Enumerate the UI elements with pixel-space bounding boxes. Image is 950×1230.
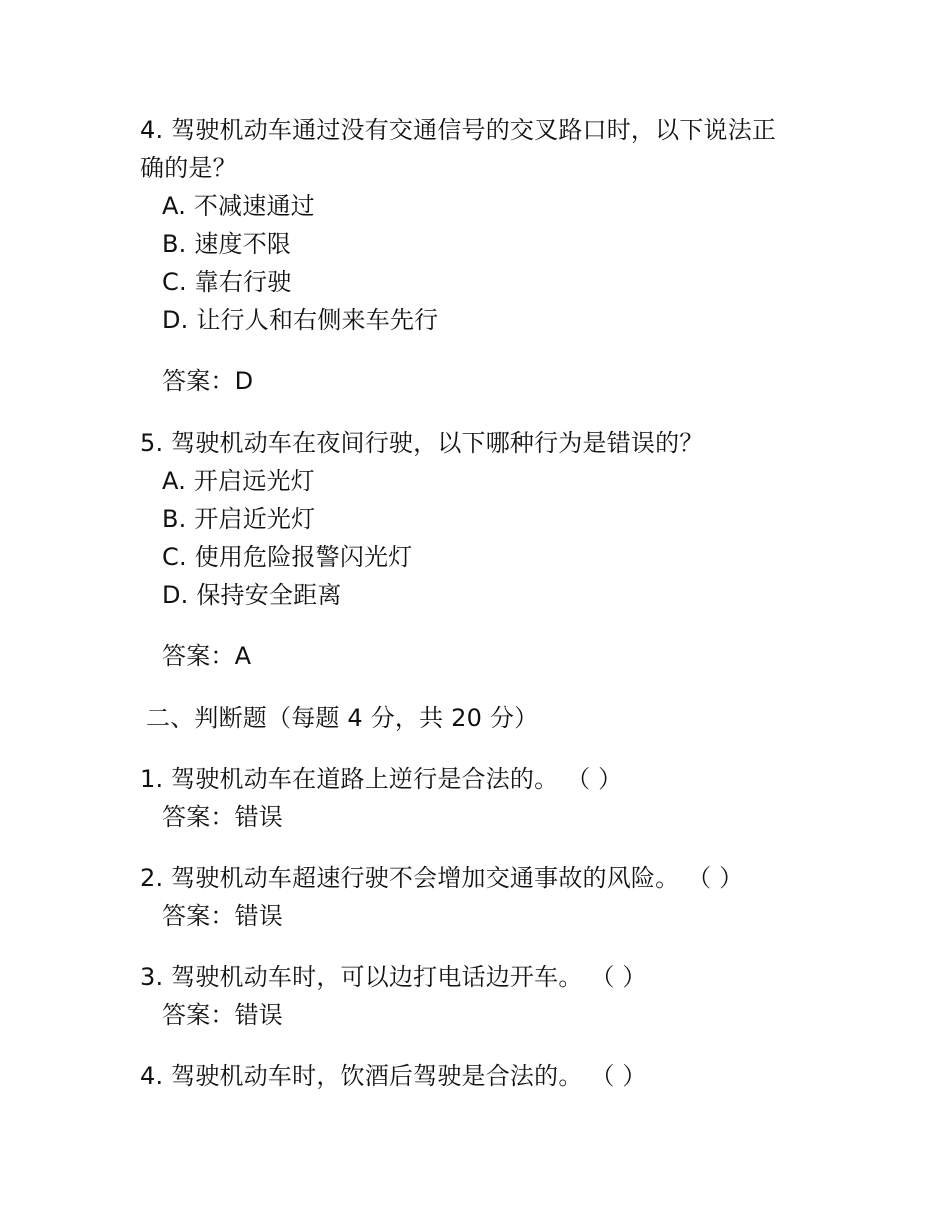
question-5-answer: 答案：A	[162, 642, 252, 670]
question-5-option-d: D. 保持安全距离	[162, 581, 342, 609]
tf-answer-1: 答案：错误	[162, 803, 283, 831]
question-5-option-a: A. 开启远光灯	[162, 467, 315, 495]
tf-question-1: 1. 驾驶机动车在道路上逆行是合法的。 （ ）	[140, 765, 623, 793]
tf-answer-2: 答案：错误	[162, 902, 283, 930]
tf-question-3: 3. 驾驶机动车时，可以边打电话边开车。 （ ）	[140, 963, 647, 991]
question-4-answer: 答案：D	[162, 367, 254, 395]
section-2-title: 二、判断题（每题 4 分，共 20 分）	[146, 704, 539, 732]
tf-question-2: 2. 驾驶机动车超速行驶不会增加交通事故的风险。 （ ）	[140, 864, 744, 892]
question-5-option-c: C. 使用危险报警闪光灯	[162, 543, 413, 571]
question-4-option-d: D. 让行人和右侧来车先行	[162, 306, 439, 334]
tf-question-4: 4. 驾驶机动车时，饮酒后驾驶是合法的。 （ ）	[140, 1062, 647, 1090]
question-4-option-b: B. 速度不限	[162, 230, 292, 258]
question-4-line-1: 4. 驾驶机动车通过没有交通信号的交叉路口时，以下说法正	[140, 116, 777, 144]
tf-answer-3: 答案：错误	[162, 1001, 283, 1029]
question-5-line-1: 5. 驾驶机动车在夜间行驶，以下哪种行为是错误的？	[140, 429, 704, 457]
question-5-option-b: B. 开启近光灯	[162, 505, 316, 533]
question-4-line-2: 确的是？	[140, 154, 237, 182]
question-4-option-c: C. 靠右行驶	[162, 268, 292, 296]
question-4-option-a: A. 不减速通过	[162, 192, 315, 220]
